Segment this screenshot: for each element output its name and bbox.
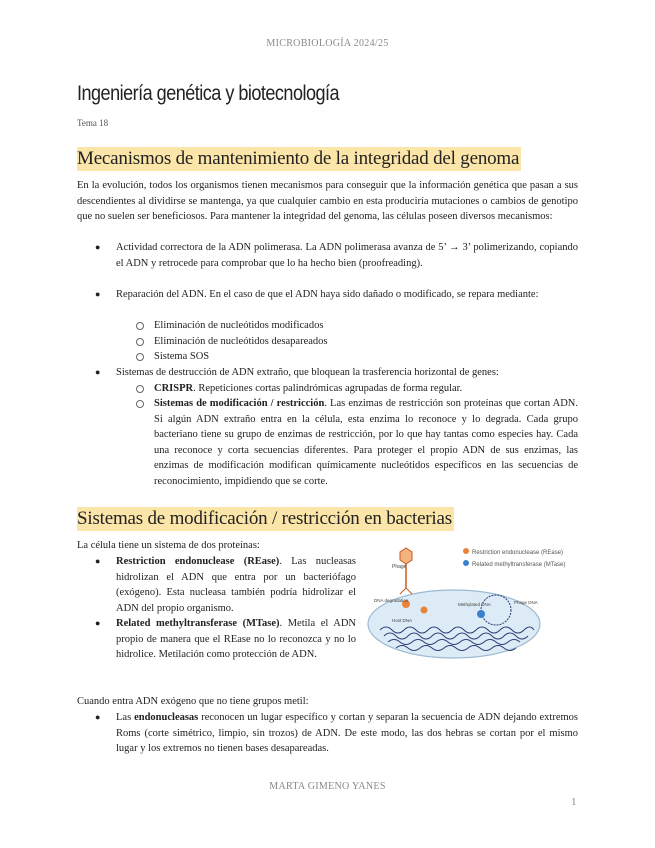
section-heading-restriction: Sistemas de modificación / restricción en bacterias: [77, 508, 452, 529]
page-number: 1: [571, 796, 577, 808]
phage-head: [400, 548, 412, 564]
sub-item-sos: Sistema SOS: [154, 351, 210, 362]
sub-bullet-circle: [136, 400, 144, 408]
methylated-dna-label: Methylated DNA: [458, 602, 491, 607]
phage-leg: [406, 588, 412, 594]
sub-item-crispr: CRISPR. Repeticiones cortas palindrómicas agrupadas de forma regular.: [154, 383, 463, 394]
sub-bullet-circle: [136, 338, 144, 346]
bullet-dot: ●: [95, 242, 101, 252]
bullet-mtase: Related methyltransferase (MTase). Metila el ADN propio de manera que el REase no lo reconozca y no lo hidrolice. Metilación como protección de ADN.: [116, 618, 356, 661]
legend-rease-marker: [463, 548, 469, 554]
phage-leg: [400, 588, 406, 594]
sub-bullet-circle: [136, 385, 144, 393]
bullet-dot: ●: [95, 712, 101, 722]
document-title: Ingeniería genética y biotecnología: [77, 82, 340, 105]
bullet-dot: ●: [95, 367, 101, 377]
restriction-modification-figure: [366, 544, 578, 662]
sub-item-mismatched: Eliminación de nucleótidos desapareados: [154, 336, 328, 347]
mtase-protein: [477, 610, 485, 618]
bullet-dna-repair: Reparación del ADN. En el caso de que el ADN haya sido dañado o modificado, se repara mediante:: [116, 289, 539, 300]
legend-mtase-label: Related methyltransferase (MTase): [472, 562, 566, 568]
sub-item-modification-restriction: Sistemas de modificación / restricción. Las enzimas de restricción son proteínas que cortan ADN. Si algún ADN extraño entra en la célula, esta enzima lo reconoce y lo degrada. Cada grupo bacteriano tiene su grupo de enzimas de restricción, por lo que hay tantas como especies hay. Cada una reconoce y corta secuencias diferentes. Para proteger el propio ADN de sus enzimas, las enzimas de modificación modifican químicamente nucleótidos específicos en las secuencias de reconocimiento, impidiendo que se corte.: [154, 398, 578, 487]
bullet-dot: ●: [95, 618, 101, 628]
page-header: MICROBIOLOGÍA 2024/25: [266, 38, 389, 49]
phage-label: Phage: [392, 564, 407, 570]
sub-bullet-circle: [136, 353, 144, 361]
bullet-proofreading: Actividad correctora de la ADN polimerasa. La ADN polimerasa avanza de 5’ → 3’ polimerizando, copiando el ADN y retrocede para comprobar que lo ha hecho bien (proofreading).: [116, 242, 578, 269]
rease-protein: [421, 607, 428, 614]
section2-intro: La célula tiene un sistema de dos proteínas:: [77, 540, 260, 551]
bullet-rease: Restriction endonuclease (REase). Las nucleasas hidrolizan el ADN que entra por un bacteriófago (exógeno). Esta nucleasa también podría hidrolizar el ADN del propio organismo.: [116, 556, 356, 614]
section2-after-text: Cuando entra ADN exógeno que no tiene grupos metil:: [77, 696, 309, 707]
dna-degradation-label: DNA degradation: [374, 598, 409, 603]
sub-bullet-circle: [136, 322, 144, 330]
legend-rease-label: Restriction endonuclease (REase): [472, 550, 564, 556]
bullet-dot: ●: [95, 556, 101, 566]
section1-intro: En la evolución, todos los organismos tienen mecanismos para conseguir que la información genética que pasan a sus descendientes al dividirse se mantenga, ya que cualquier cambio en esta produciría mutaciones o cambios de genotipo que no suelen ser beneficiosos. Para mantener la integridad del genoma, las células poseen diversos mecanismos:: [77, 180, 578, 223]
bullet-dot: ●: [95, 289, 101, 299]
sub-item-modified: Eliminación de nucleótidos modificados: [154, 320, 324, 331]
bullet-endonucleases: Las endonucleasas reconocen un lugar específico y cortan y separan la secuencia de ADN dejando extremos Roms (corte simétrico, limpio, sin trozos) de ADN. De este modo, las dos hebras se cortan por el mismo lugar y los extremos no tienen bases desapareadas.: [116, 712, 578, 755]
topic-number: Tema 18: [77, 118, 109, 128]
legend-mtase-marker: [463, 560, 469, 566]
section-heading-integrity: Mecanismos de mantenimiento de la integridad del genoma: [77, 148, 520, 169]
bullet-foreign-dna: Sistemas de destrucción de ADN extraño, que bloquean la trasferencia horizontal de genes:: [116, 367, 499, 378]
host-dna-label: Host DNA: [392, 618, 413, 623]
phage-dna-label: Phage DNA: [514, 600, 538, 605]
page-footer-author: MARTA GIMENO YANES: [269, 781, 386, 792]
